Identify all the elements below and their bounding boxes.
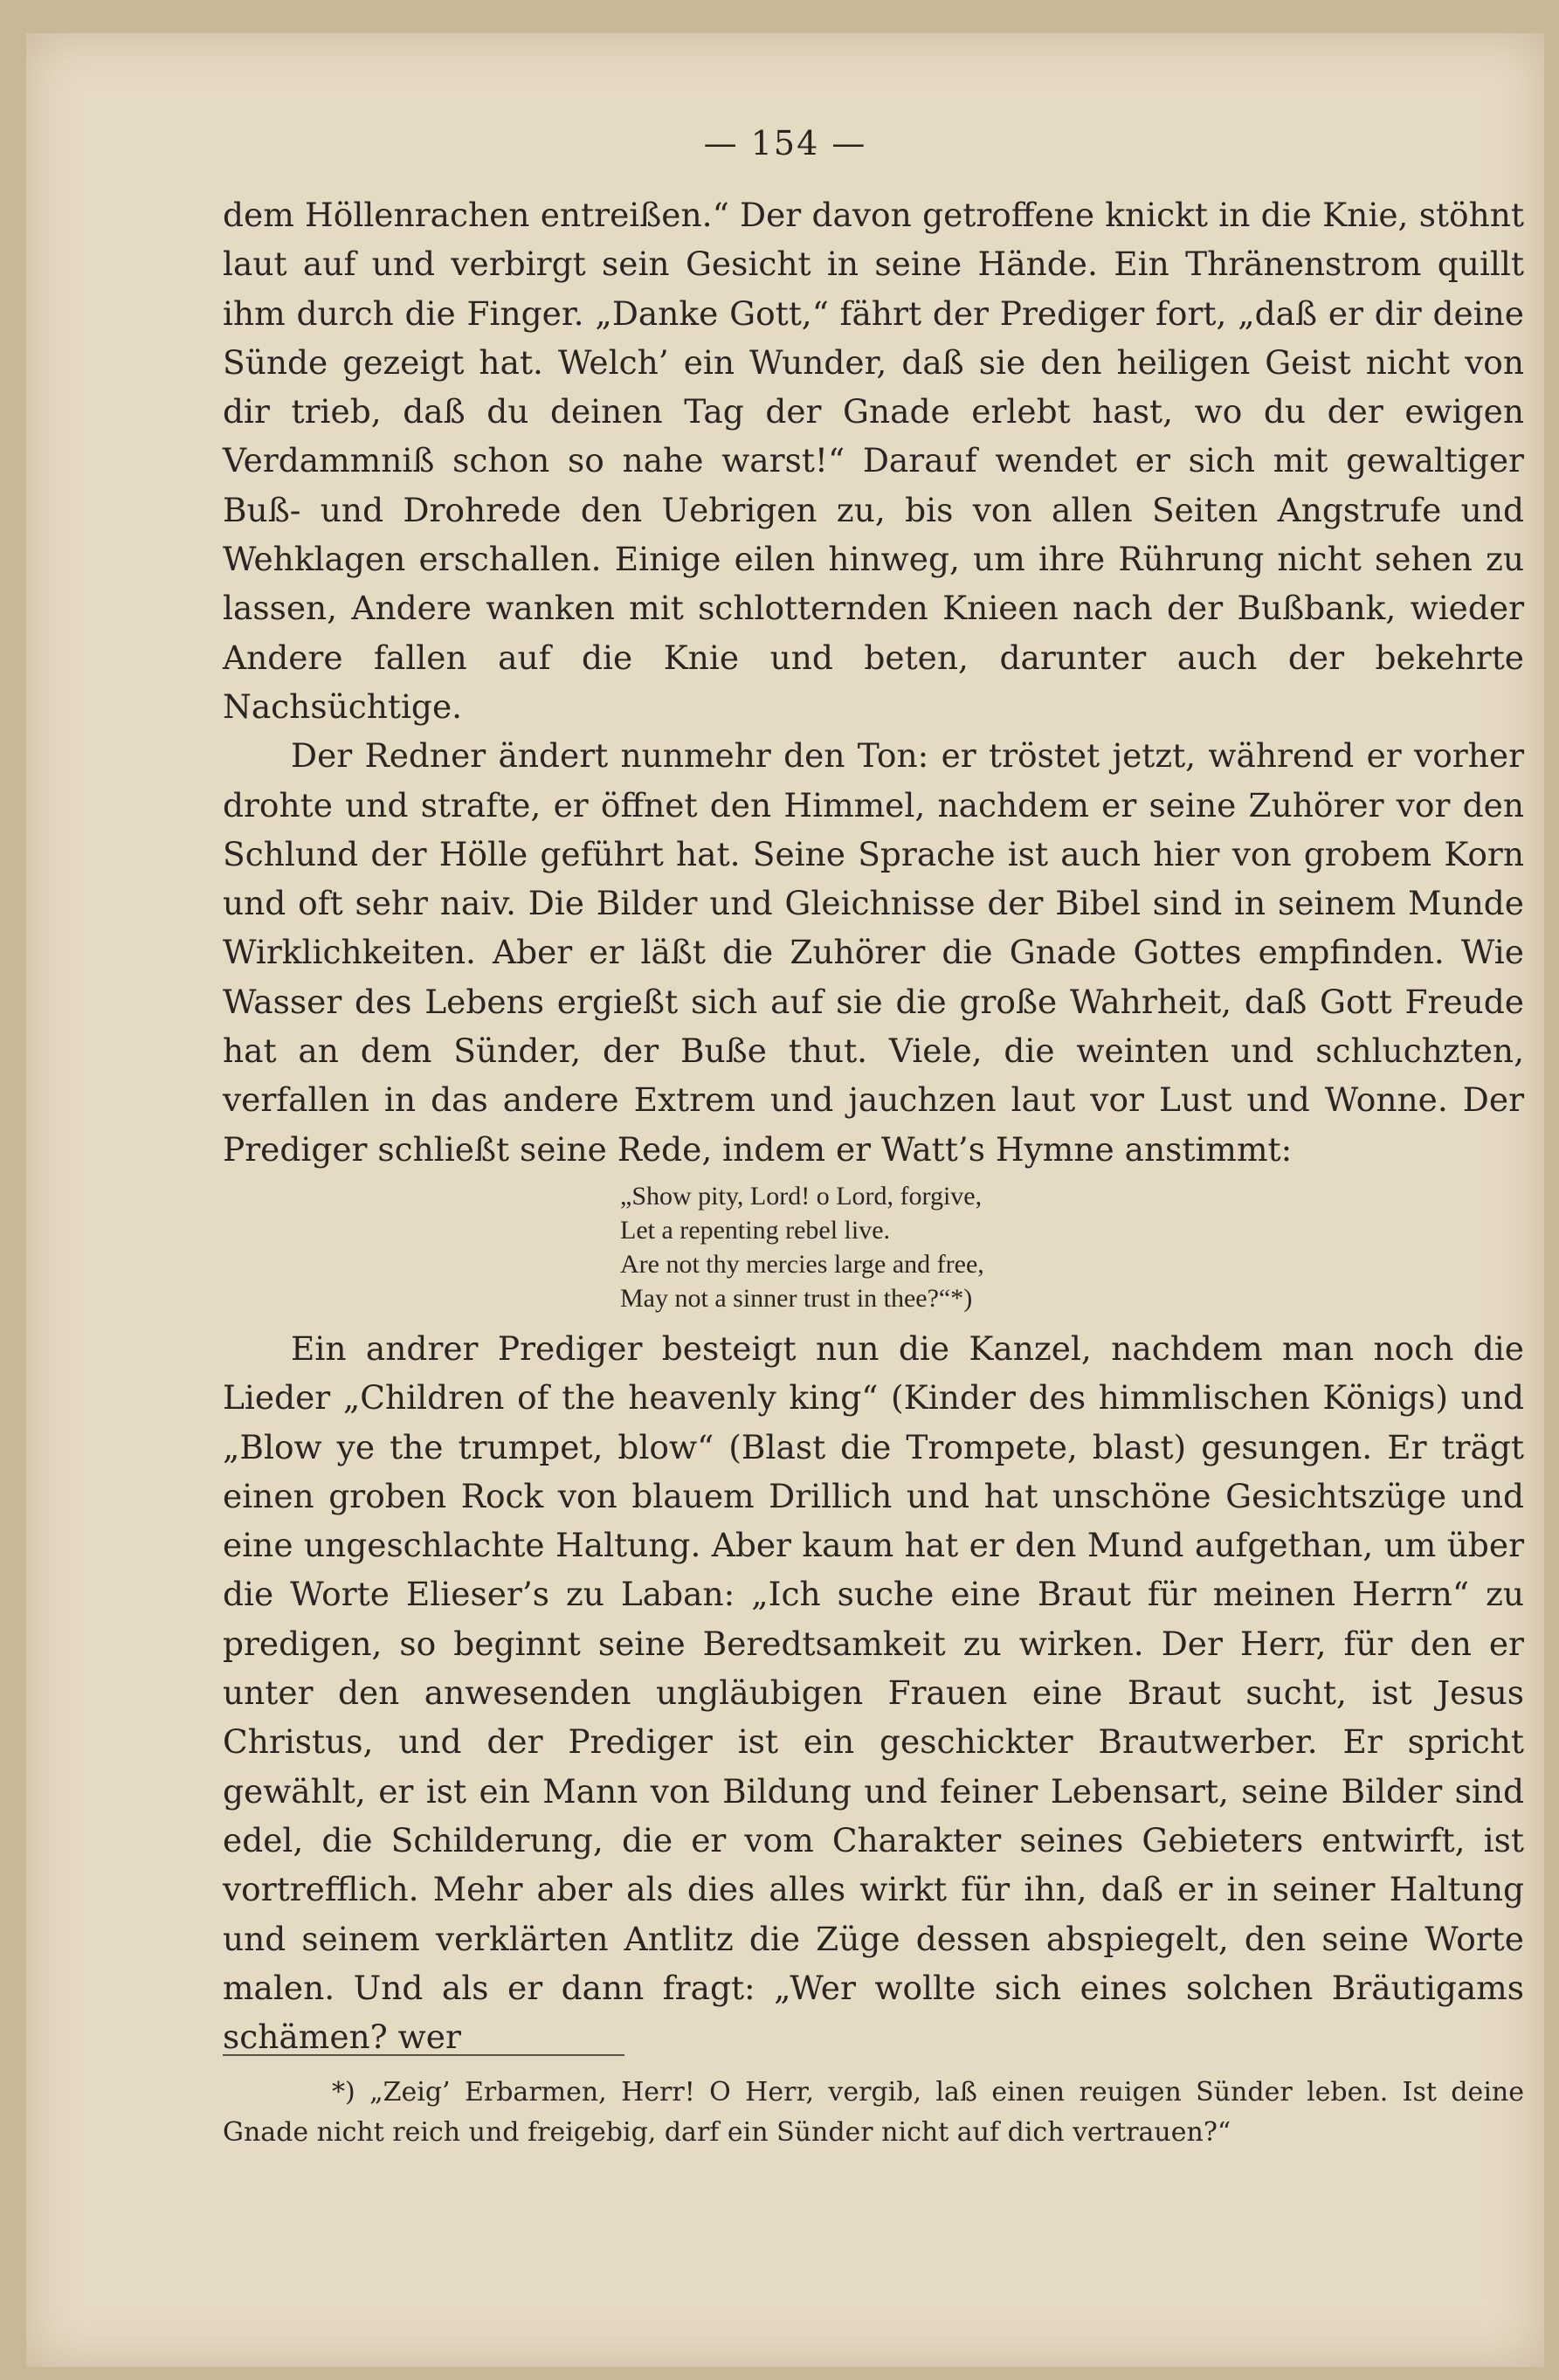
footnote <box>223 2073 1524 2153</box>
page-number: — 154 — <box>703 124 867 162</box>
hymn-line-4: May not a sinner trust in thee?“*) <box>620 1283 973 1313</box>
footnote-text: *) „Zeig’ Erbarmen, Herr! O Herr, vergib, laß einen reuigen Sünder leben. Ist deine Gnade nicht reich und freigebig, darf ein Sünder nicht auf dich vertrauen?“ <box>223 2077 1524 2148</box>
footnote-divider <box>223 2054 624 2056</box>
hymn-line-2: Let a repenting rebel live. <box>620 1215 891 1245</box>
body-text <box>223 190 1524 2061</box>
hymn-line-1: „Show pity, Lord! o Lord, forgive, <box>620 1181 983 1211</box>
paragraph-1: dem Höllenrachen entreißen.“ Der davon getroffene knickt in die Knie, stöhnt laut auf und verbirgt sein Gesicht in seine Hände. Ein Thränenstrom quillt ihm durch die Finger. „Danke Gott,“ fährt der Prediger fort, „daß er dir deine Sünde gezeigt hat. Welch’ ein Wunder, daß sie den heiligen Geist nicht von dir trieb, daß du deinen Tag der Gnade erlebt hast, wo du der ewigen Verdammniß schon so nahe warst!“ Darauf wendet er sich mit gewaltiger Buß- und Drohrede den Uebrigen zu, bis von allen Seiten Angstrufe und Wehklagen erschallen. Einige eilen hinweg, um ihre Rührung nicht sehen zu lassen, Andere wanken mit schlotternden Knieen nach der Bußbank, wieder Andere fallen auf die Knie und beten, darunter auch der bekehrte Nachsüchtige. <box>223 196 1524 726</box>
book-page <box>26 33 1544 2367</box>
paragraph-3: Ein andrer Prediger besteigt nun die Kanzel, nachdem man noch die Lieder „Children of the heavenly king“ (Kinder des himmlischen Königs) und „Blow ye the trumpet, blow“ (Blast die Trompete, blast) gesungen. Er trägt einen groben Rock von blauem Drillich und hat unschöne Gesichtszüge und eine ungeschlachte Haltung. Aber kaum hat er den Mund aufgethan, um über die Worte Elieser’s zu Laban: „Ich suche eine Braut für meinen Herrn“ zu predigen, so beginnt seine Beredtsamkeit zu wirken. Der Herr, für den er unter den anwesenden ungläubigen Frauen eine Braut sucht, ist Jesus Christus, und der Prediger ist ein geschickter Brautwerber. Er spricht gewählt, er ist ein Mann von Bildung und feiner Lebensart, seine Bilder sind edel, die Schilderung, die er vom Charakter seines Gebieters entwirft, ist vortrefflich. Mehr aber als dies alles wirkt für ihn, daß er in seiner Haltung und seinem verklärten Antlitz die Züge dessen abspiegelt, den seine Worte malen. Und als er dann fragt: „Wer wollte sich eines solchen Bräutigams schämen? wer <box>223 1328 1524 2057</box>
hymn-quote <box>620 1179 1524 1315</box>
hymn-line-3: Are not thy mercies large and free, <box>620 1249 984 1279</box>
paragraph-2: Der Redner ändert nunmehr den Ton: er tröstet jetzt, während er vorher drohte und strafte, er öffnet den Himmel, nachdem er seine Zuhörer vor den Schlund der Hölle geführt hat. Seine Sprache ist auch hier von grobem Korn und oft sehr naiv. Die Bilder und Gleichnisse der Bibel sind in seinem Munde Wirklichkeiten. Aber er läßt die Zuhörer die Gnade Gottes empfinden. Wie Wasser des Lebens ergießt sich auf sie die große Wahrheit, daß Gott Freude hat an dem Sünder, der Buße thut. Viele, die weinten und schluchzten, verfallen in das andere Extrem und jauchzen laut vor Lust und Wonne. Der Prediger schließt seine Rede, indem er Watt’s Hymne anstimmt: <box>223 736 1524 1169</box>
